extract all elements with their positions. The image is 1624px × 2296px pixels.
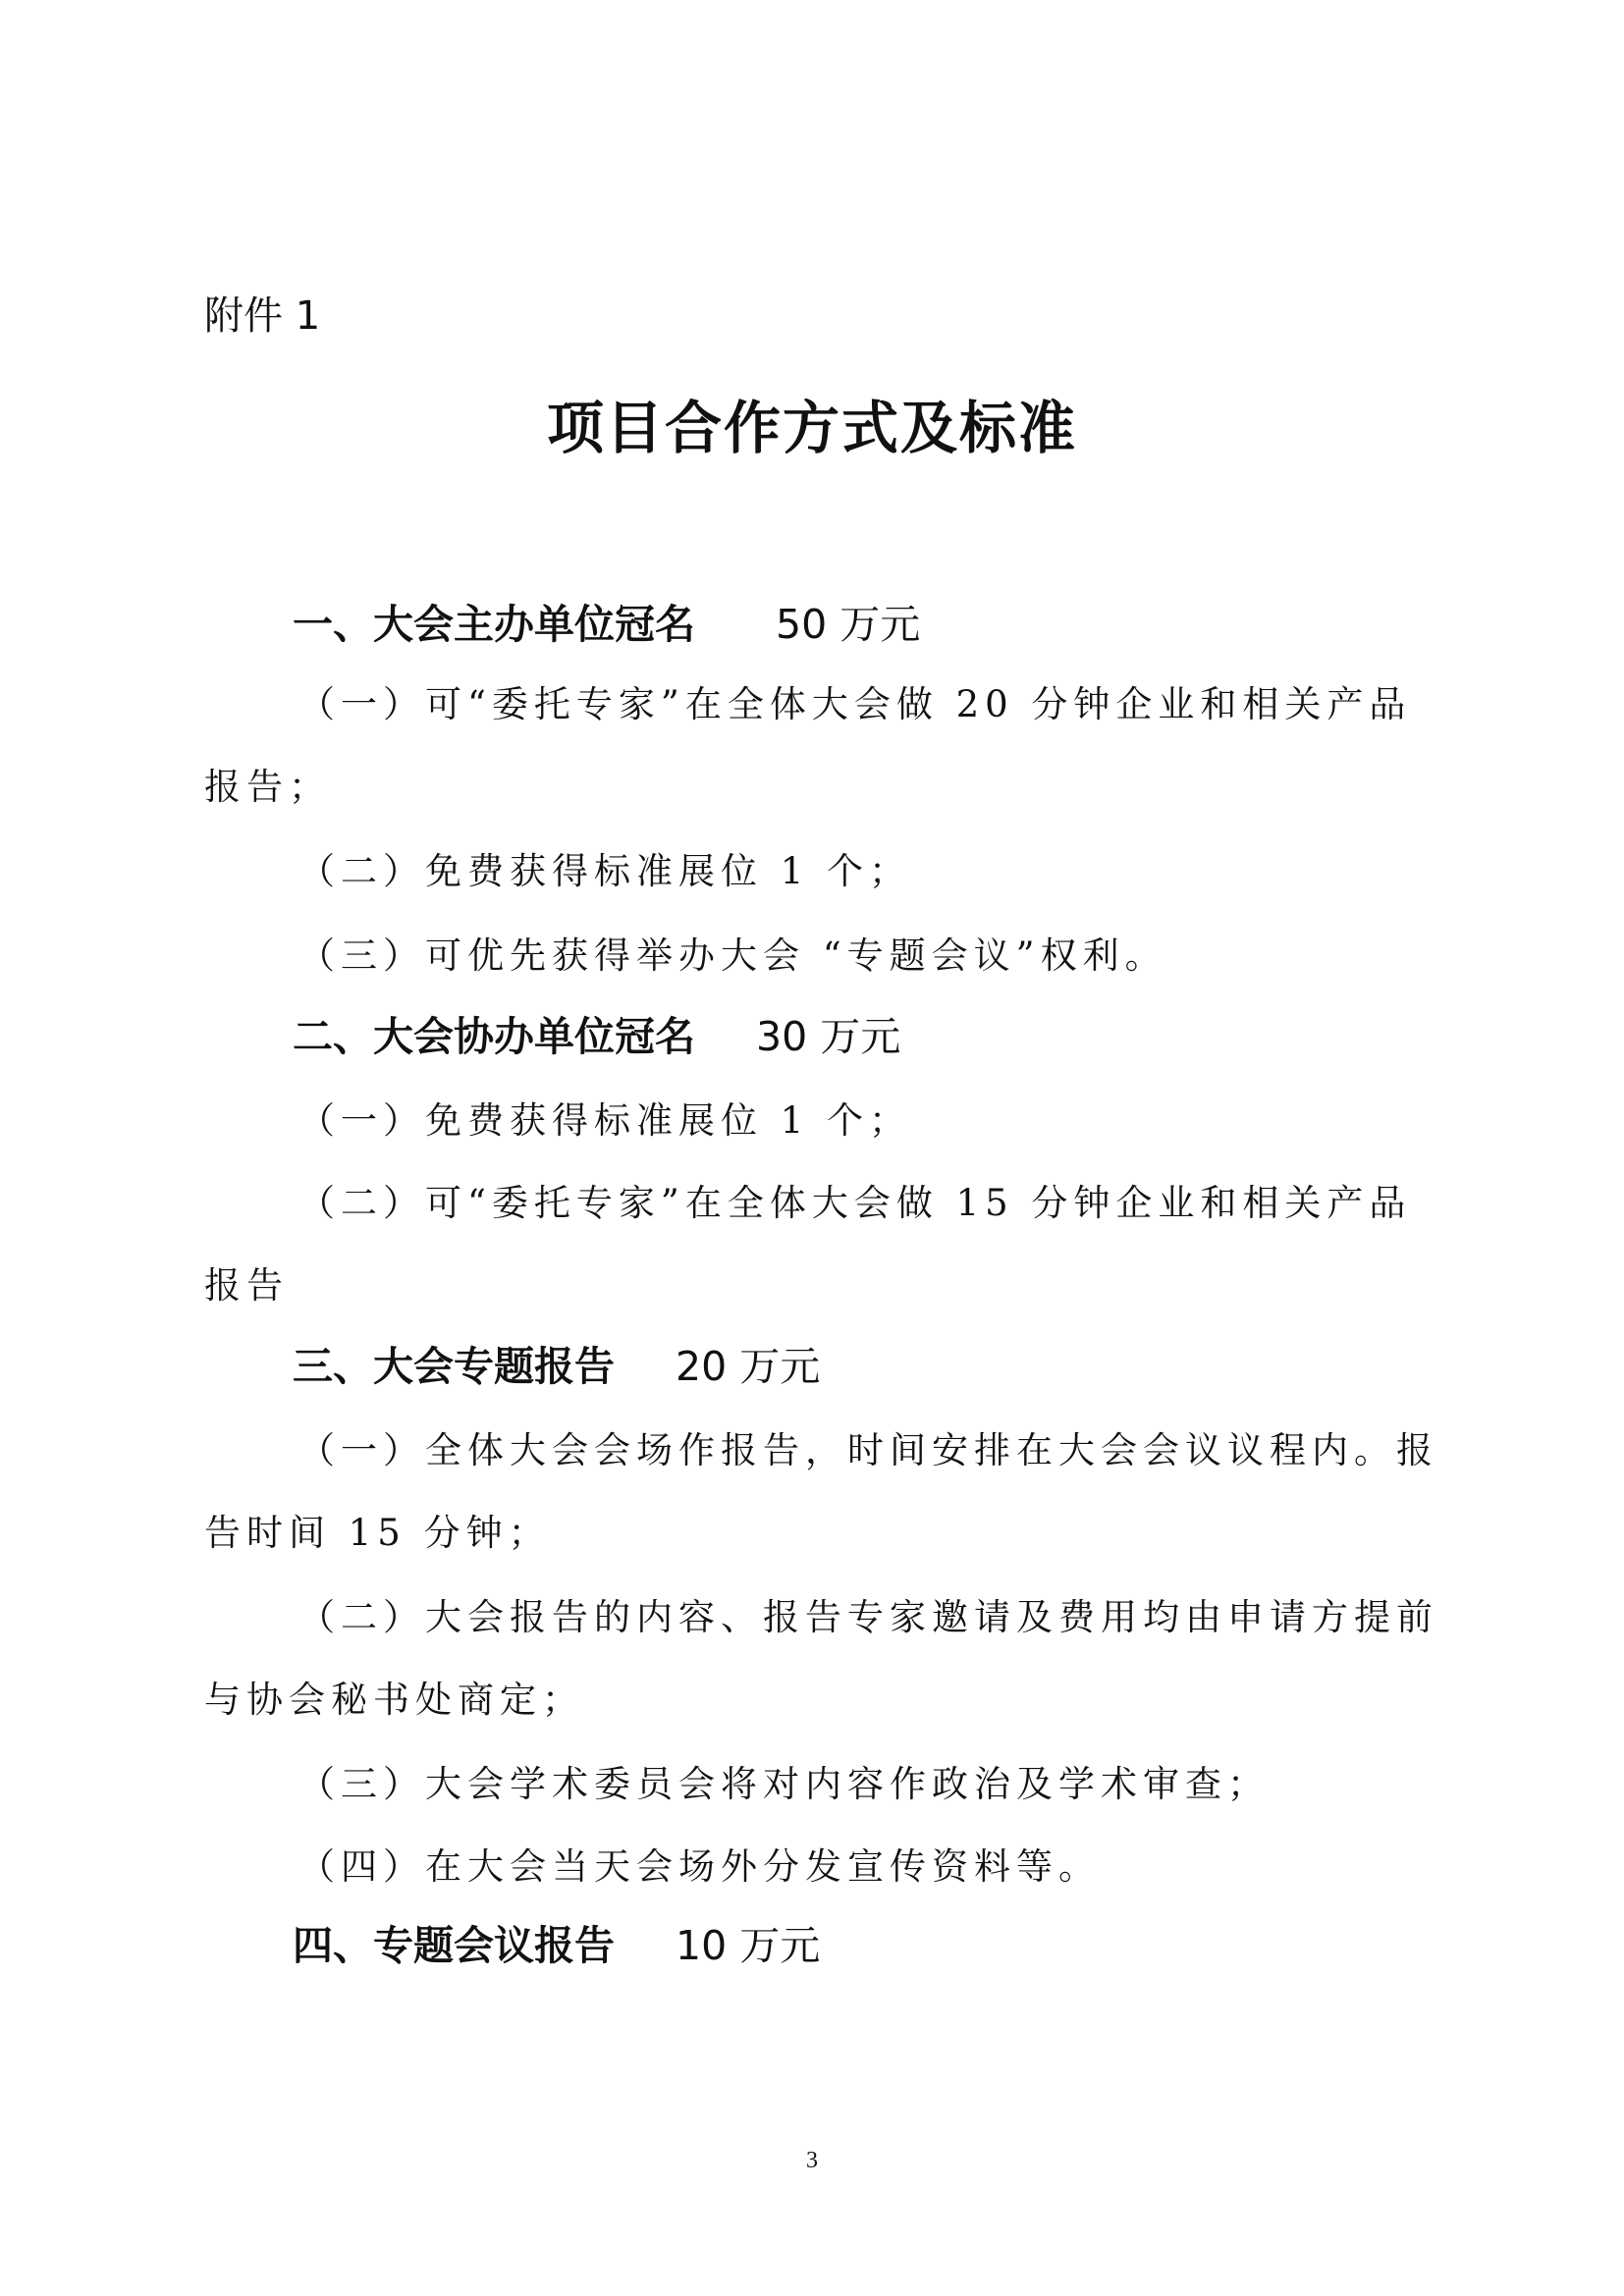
list-item: （三）可优先获得举办大会 “专题会议”权利。: [298, 934, 1167, 977]
section-heading-1: [293, 599, 920, 650]
attachment-label: 附件 1: [204, 294, 321, 339]
list-item: （二）大会报告的内容、报告专家邀请及费用均由申请方提前与协会秘书处商定；: [204, 1596, 1438, 1721]
section-heading-text: 三、大会专题报告: [293, 1343, 615, 1390]
list-item: （一）可“委托专家”在全体大会做 20 分钟企业和相关产品报告；: [204, 683, 1412, 808]
list-item: （一）全体大会会场作报告，时间安排在大会会议议程内。报告时间 15 分钟；: [204, 1429, 1438, 1554]
list-item: （三）大会学术委员会将对内容作政治及学术审查；: [298, 1763, 1270, 1805]
section-heading-4: [293, 1920, 820, 1971]
section-heading-2: [293, 1011, 900, 1062]
section-price: 30 万元: [756, 1013, 901, 1060]
list-item: （一）免费获得标准展位 1 个；: [298, 1099, 912, 1142]
page-number: 3: [806, 2148, 818, 2173]
section-heading-text: 四、专题会议报告: [293, 1922, 615, 1969]
page-title: 项目合作方式及标准: [546, 395, 1077, 461]
section-heading-text: 二、大会协办单位冠名: [293, 1013, 695, 1060]
list-item: （二）可“委托专家”在全体大会做 15 分钟企业和相关产品报告: [204, 1182, 1412, 1307]
list-item: （二）免费获得标准展位 1 个；: [298, 850, 912, 892]
section-heading-text: 一、大会主办单位冠名: [293, 601, 695, 648]
list-item: （四）在大会当天会场外分发宣传资料等。: [298, 1845, 1101, 1888]
section-price: 50 万元: [776, 601, 921, 648]
section-heading-3: [293, 1341, 820, 1392]
section-price: 20 万元: [676, 1343, 821, 1390]
section-price: 10 万元: [676, 1922, 821, 1969]
